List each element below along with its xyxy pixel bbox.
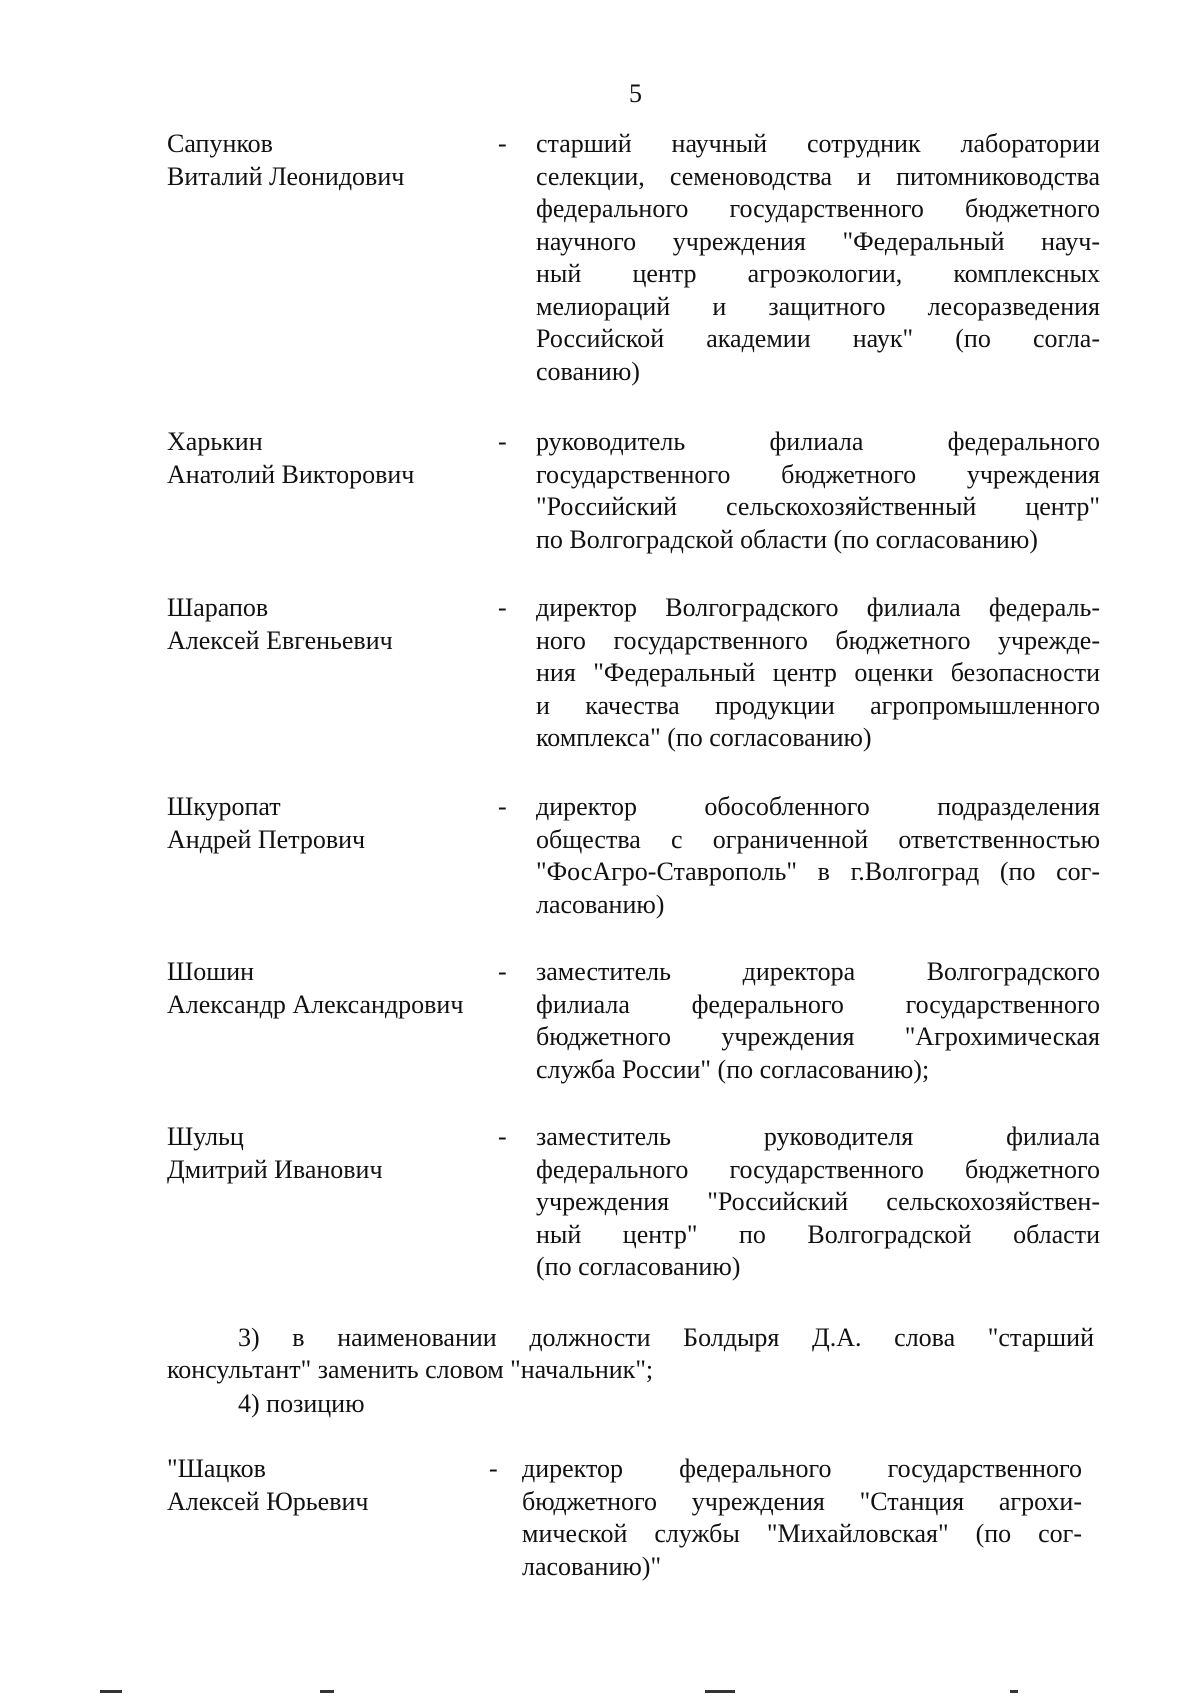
member-surname: "Шацков: [167, 1454, 266, 1483]
member-entry: [167, 128, 1100, 398]
position-line: бюджетного учреждения "Станция агрохи-: [522, 1486, 1082, 1516]
position-line: директор Волгоградского филиала федераль-: [536, 593, 1100, 622]
position-line: сованию): [536, 356, 640, 386]
scan-artifact: [1010, 1690, 1018, 1693]
position-line: по Волгоградской области (по согласованию): [536, 524, 1038, 554]
paragraph-line: 4) позицию: [238, 1389, 365, 1418]
paragraph-line: 3) в наименовании должности Болдыря Д.А. слова "старший: [238, 1323, 1094, 1352]
position-line: старший научный сотрудник лаборатории: [536, 129, 1100, 158]
member-given-names: Алексей Евгеньевич: [167, 625, 393, 655]
scan-artifact: [320, 1690, 334, 1693]
quoted-member-entry: [167, 1453, 1100, 1593]
member-position: [536, 791, 1100, 921]
position-line: ласованию)": [522, 1551, 662, 1581]
member-surname: Шкуропат: [167, 792, 281, 821]
dash-separator: -: [489, 1454, 498, 1483]
position-line: бюджетного учреждения "Агрохимическая: [536, 1022, 1100, 1051]
position-line: руководитель филиала федерального: [536, 427, 1100, 456]
position-line: служба России" (по согласованию);: [536, 1054, 930, 1084]
member-name: [167, 592, 487, 657]
position-line: селекции, семеноводства и питомниководства: [536, 161, 1100, 191]
member-given-names: Дмитрий Иванович: [167, 1154, 383, 1184]
member-entry: [167, 426, 1100, 566]
position-line: заместитель руководителя филиала: [536, 1122, 1100, 1151]
member-given-names: Виталий Леонидович: [167, 161, 405, 191]
dash-separator: -: [498, 427, 507, 456]
member-position: [536, 592, 1100, 755]
position-line: федерального государственного бюджетного: [536, 1154, 1100, 1184]
position-line: ный центр агроэкологии, комплексных: [536, 259, 1100, 288]
position-line: Российской академии наук" (по согла-: [536, 324, 1100, 353]
member-given-names: Анатолий Викторович: [167, 459, 415, 489]
position-line: "Российский сельскохозяйственный центр": [536, 492, 1100, 521]
member-entry: [167, 592, 1100, 762]
position-line: ного государственного бюджетного учрежде-: [536, 625, 1100, 655]
dash-separator: -: [498, 129, 507, 158]
position-line: федерального государственного бюджетного: [536, 194, 1100, 223]
member-name: [167, 1121, 487, 1186]
member-name: [167, 426, 487, 491]
member-name: [167, 791, 487, 856]
member-entry: [167, 1121, 1100, 1291]
member-position: [536, 1121, 1100, 1284]
member-position: [522, 1453, 1082, 1583]
position-line: заместитель директора Волгоградского: [536, 957, 1100, 986]
scan-artifact: [100, 1690, 122, 1693]
member-position: [536, 128, 1100, 388]
position-line: филиала федерального государственного: [536, 989, 1100, 1019]
member-given-names: Андрей Петрович: [167, 824, 366, 854]
position-line: ный центр" по Волгоградской области: [536, 1219, 1100, 1249]
member-surname: Шошин: [167, 957, 255, 986]
position-line: директор обособленного подразделения: [536, 792, 1100, 821]
position-line: мелиораций и защитного лесоразведения: [536, 291, 1100, 321]
position-line: учреждения "Российский сельскохозяйствен-: [536, 1187, 1100, 1216]
scan-artifact: [705, 1690, 735, 1693]
member-name: [167, 1453, 487, 1518]
member-position: [536, 426, 1100, 556]
member-name: [167, 956, 487, 1021]
member-surname: Харькин: [167, 427, 263, 456]
position-line: мической службы "Михайловская" (по сог-: [522, 1519, 1082, 1548]
dash-separator: -: [498, 792, 507, 821]
position-line: "ФосАгро-Ставрополь" в г.Волгоград (по сог-: [536, 857, 1100, 886]
member-position: [536, 956, 1100, 1086]
member-given-names: Алексей Юрьевич: [167, 1486, 369, 1516]
position-line: и качества продукции агропромышленного: [536, 690, 1100, 720]
dash-separator: -: [498, 1122, 507, 1151]
position-line: директор федерального государственного: [522, 1454, 1082, 1483]
position-line: общества с ограниченной ответственностью: [536, 824, 1100, 854]
position-line: государственного бюджетного учреждения: [536, 459, 1100, 489]
page-number: 5: [629, 79, 642, 108]
paragraph-line: консультант" заменить словом "начальник";: [167, 1355, 654, 1384]
member-surname: Шарапов: [167, 593, 269, 622]
position-line: (по согласованию): [536, 1252, 741, 1281]
member-given-names: Александр Александрович: [167, 989, 464, 1019]
dash-separator: -: [498, 593, 507, 622]
position-line: ния "Федеральный центр оценки безопасности: [536, 658, 1100, 687]
amendment-item-3: [167, 1322, 1094, 1386]
amendment-item-4: [167, 1388, 1094, 1420]
dash-separator: -: [498, 957, 507, 986]
member-surname: Шульц: [167, 1122, 244, 1151]
member-entry: [167, 956, 1100, 1096]
position-line: комплекса" (по согласованию): [536, 723, 872, 752]
position-line: научного учреждения "Федеральный науч-: [536, 226, 1100, 256]
member-name: [167, 128, 487, 193]
position-line: ласованию): [536, 889, 665, 919]
member-entry: [167, 791, 1100, 931]
member-surname: Сапунков: [167, 129, 273, 158]
